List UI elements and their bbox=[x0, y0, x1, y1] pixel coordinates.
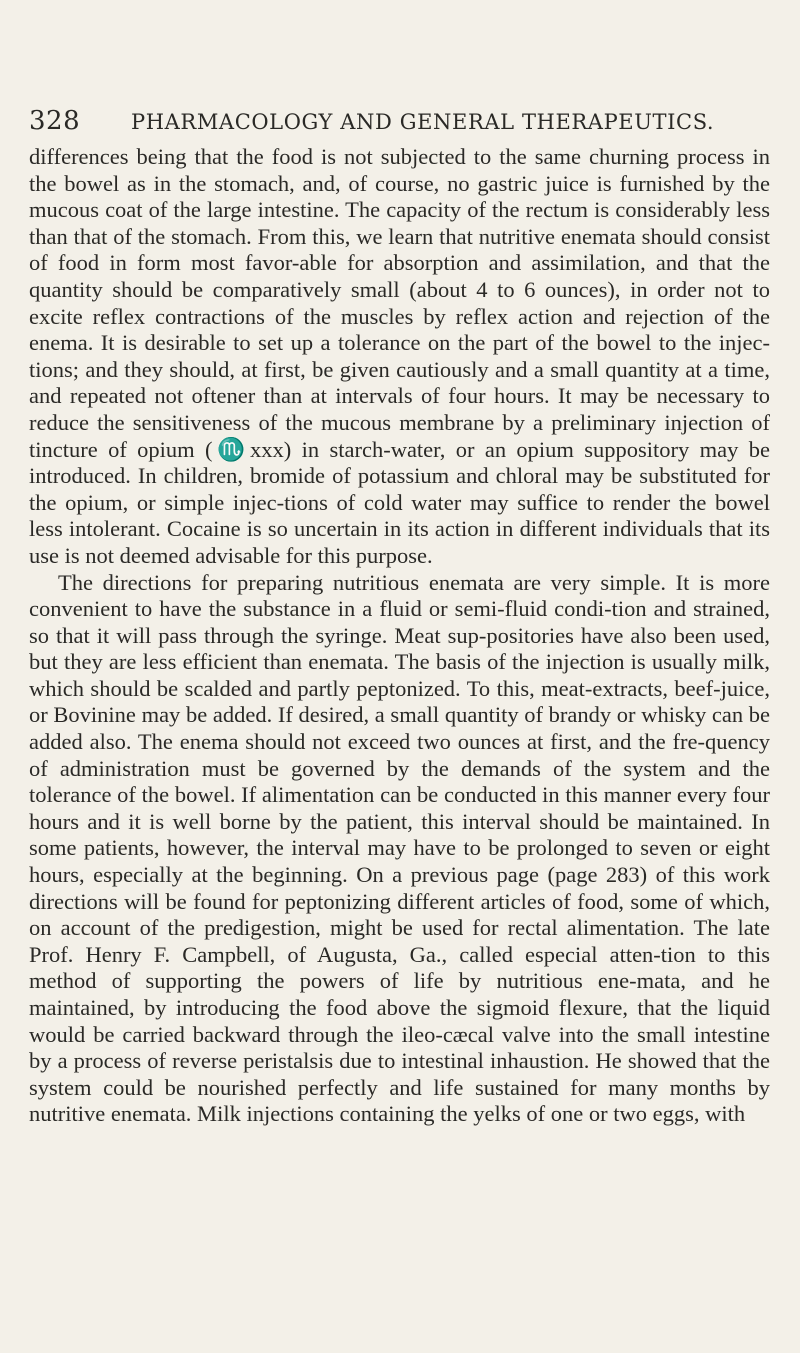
running-title: PHARMACOLOGY AND GENERAL THERAPEUTICS. bbox=[131, 110, 715, 134]
page-number: 328 bbox=[29, 106, 81, 136]
paragraph-1: differences being that the food is not subjected to the same churning process in the bowel as in the stomach, and, of course, no gastric juice is furnished by the mucous coat of the large intestine. The capacity of the rectum is considerably less than that of the stomach. From this, we learn that nutritive enemata should consist of food in form most favor-able for absorption and assimilation, and that the quantity should be comparatively small (about 4 to 6 ounces), in order not to excite reflex contractions of the muscles by reflex action and rejection of the enema. It is desirable to set up a tolerance on the part of the bowel to the injec-tions; and they should, at first, be given cautiously and a small quantity at a time, and repeated not oftener than at intervals of four hours. It may be necessary to reduce the sensitiveness of the mucous membrane by a preliminary injection of tincture of opium (♏xxx) in starch-water, or an opium suppository may be introduced. In children, bromide of potassium and chloral may be substituted for the opium, or simple injec-tions of cold water may suffice to render the bowel less intolerant. Cocaine is so uncertain in its action in different individuals that its use is not deemed advisable for this purpose. bbox=[29, 144, 770, 568]
body-text bbox=[29, 144, 770, 1128]
paragraph-2: The directions for preparing nutritious enemata are very simple. It is more convenient to have the substance in a fluid or semi-fluid condi-tion and strained, so that it will pass through the syringe. Meat sup-positories have also been used, but they are less efficient than enemata. The basis of the injection is usually milk, which should be scalded and partly peptonized. To this, meat-extracts, beef-juice, or Bovinine may be added. If desired, a small quantity of brandy or whisky can be added also. The enema should not exceed two ounces at first, and the fre-quency of administration must be governed by the demands of the system and the tolerance of the bowel. If alimentation can be conducted in this manner every four hours and it is well borne by the patient, this interval should be maintained. In some patients, however, the interval may have to be prolonged to seven or eight hours, especially at the beginning. On a previous page (page 283) of this work directions will be found for peptonizing different articles of food, some of which, on account of the predigestion, might be used for rectal alimentation. The late Prof. Henry F. Campbell, of Augusta, Ga., called especial atten-tion to this method of supporting the powers of life by nutritious ene-mata, and he maintained, by introducing the food above the sigmoid flexure, that the liquid would be carried backward through the ileo-cæcal valve into the small intestine by a process of reverse peristalsis due to intestinal inhaustion. He showed that the system could be nourished perfectly and life sustained for many months by nutritive enemata. Milk injections containing the yelks of one or two eggs, with bbox=[29, 569, 770, 1127]
